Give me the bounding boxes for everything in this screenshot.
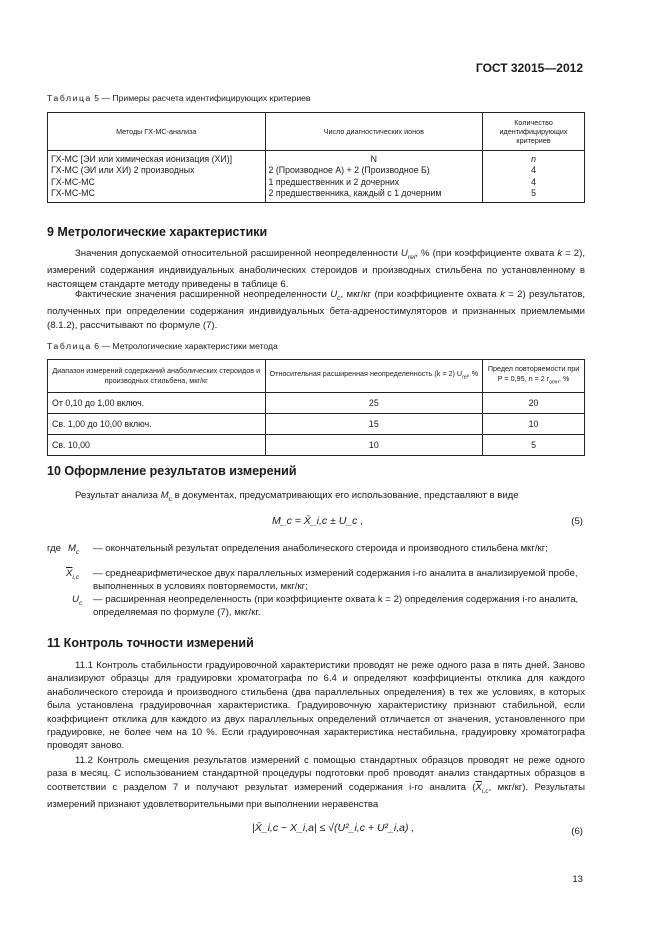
symbol-k: k <box>500 289 505 300</box>
section9-title: 9 Метрологические характеристики <box>47 225 268 239</box>
section10-title: 10 Оформление результатов измерений <box>47 464 297 478</box>
table5-cell: ГХ-МС-МС <box>51 187 95 198</box>
def3-symbol <box>72 594 82 607</box>
table5-caption <box>47 93 311 103</box>
table5-cell: ГХ-МС [ЭИ или химическая ионизация (ХИ)] <box>51 154 233 164</box>
header-text: Относительная расширенная неопределенность (k = 2) U <box>269 369 463 379</box>
table6-cell: Св. 10,00 <box>48 435 266 456</box>
symbol-subscript: i,c <box>481 787 489 795</box>
symbol <box>476 782 489 793</box>
formula-6-number: (6) <box>571 826 583 837</box>
table-row <box>48 414 585 435</box>
table5-header-criteria: Количество идентифицирующих критериев <box>483 113 585 151</box>
section10-paragraph1 <box>47 489 585 506</box>
symbol-letter: U <box>330 289 338 300</box>
table6-cell: От 0,10 до 1,00 включ. <box>48 393 266 414</box>
table5 <box>47 112 585 203</box>
table5-cell: 2 (Производное А) + 2 (Производное Б) <box>268 165 430 176</box>
symbol-letter: M <box>68 543 76 554</box>
header-subscript: rel <box>462 374 468 381</box>
table6-cell: 25 <box>265 393 483 414</box>
def1-symbol <box>68 543 79 556</box>
table5-cell: 4 <box>531 165 536 176</box>
formula-5-number: (5) <box>571 516 583 527</box>
table6-cell: 10 <box>483 414 585 435</box>
symbol-subscript: c <box>78 599 83 607</box>
table5-col-ions <box>265 151 483 203</box>
table6-cell: 20 <box>483 393 585 414</box>
table5-cell: N <box>370 154 377 164</box>
text-run: , % (при коэффициенте охвата <box>415 248 558 259</box>
symbol-subscript: rel <box>407 253 416 261</box>
symbol-k: k <box>557 248 563 259</box>
def2-symbol <box>66 568 79 581</box>
text-run: = 2) результатов, полученных при определении содержания индивидуальных бета-адреностимуляторов и признанных приемлемыми (8.1.2), рассчитывают по формуле (7). <box>47 289 585 331</box>
table-row <box>48 393 585 414</box>
table5-caption-text: 5 — Примеры расчета идентифицирующих критериев <box>91 93 311 103</box>
table5-cell: 1 предшественник и 2 дочерних <box>268 176 400 187</box>
text-run: 11.2 Контроль смещения результатов измерений с помощью стандартных образцов проводят не реже одного раза в месяц. С использованием стандартной процедуры подготовки проб проводят анализ стандартных образцов в соответствии с разделом 7 и получают результат измерений содержания i-го аналита ( <box>47 755 585 793</box>
table5-header-ions: Число диагностических ионов <box>265 113 483 151</box>
table5-cell: ГХ-МС (ЭИ или ХИ) 2 производных <box>51 165 195 176</box>
header-subscript: отн <box>549 379 559 386</box>
table5-col-criteria <box>483 151 585 203</box>
def2-text: — среднеарифметическое двух параллельных измерений содержания i-го аналита в анализируемой пробе, выполненных в условиях повторяемости, мкг/кг; <box>93 568 578 592</box>
section11-paragraph2 <box>47 754 585 812</box>
table6-header-uncertainty <box>265 360 483 393</box>
text-run: Значения допускаемой относительной расширенной неопределенности <box>75 248 401 259</box>
section9-paragraph2 <box>47 288 585 332</box>
symbol-subscript: c <box>168 495 172 503</box>
text-run: , мкг/кг). Результаты измерений признают удовлетворительными при выполнении неравенства <box>47 781 585 811</box>
table5-header-method: Методы ГХ-МС-анализа <box>48 113 266 151</box>
where-label: где <box>47 543 62 554</box>
table6-header-repeatability <box>483 360 585 393</box>
def1-text: — окончательный результат определения анаболического стероида и производного стильбена мкг/кг; <box>93 543 548 554</box>
table5-cell: ГХ-МС-МС <box>51 176 95 187</box>
formula-6: |X̄_i,c − X_i,a| ≤ √(U²_i,c + U²_i,a) , <box>252 822 415 834</box>
formula-5: M_c = X̄_i,c ± U_c , <box>272 515 364 527</box>
text-run: , мкг/кг (при коэффициенте охвата <box>340 289 501 300</box>
section9-paragraph1 <box>47 247 585 291</box>
text-run: = 2), измерений содержания индивидуальных анаболических стероидов и производных стильбена по установленному в настоящем стандарте методу приведены в таблице 6. <box>47 248 585 290</box>
symbol <box>401 248 415 259</box>
table-row <box>48 435 585 456</box>
text-run: в документах, предусматривающих его использование, представляют в виде <box>171 490 519 501</box>
section11-title: 11 Контроль точности измерений <box>47 636 254 650</box>
symbol-letter: $\overline{X}$ <box>66 568 73 579</box>
header-tail: , % <box>558 374 570 384</box>
table5-cell: 2 предшественника, каждый с 1 дочерним <box>268 187 442 198</box>
symbol-subscript: i,c <box>72 573 80 581</box>
table5-cell: 5 <box>531 187 536 198</box>
table6-cell: 15 <box>265 414 483 435</box>
table6-cell: 10 <box>265 435 483 456</box>
symbol <box>330 289 340 300</box>
symbol-letter: M <box>160 490 169 501</box>
table5-cell: n <box>531 154 536 164</box>
table5-col-methods <box>48 151 266 203</box>
symbol-letter: U <box>72 594 79 605</box>
table5-caption-prefix: Таблица <box>47 93 92 103</box>
table6-cell: 5 <box>483 435 585 456</box>
page-number: 13 <box>572 874 583 885</box>
symbol-letter: U <box>400 248 408 259</box>
symbol-letter: $\overline{X}$ <box>475 781 482 793</box>
table6-cell: Св. 1,00 до 10,00 включ. <box>48 414 266 435</box>
standard-number: ГОСТ 32015—2012 <box>475 61 583 75</box>
symbol <box>161 490 172 501</box>
header-text: Предел повторяемости при P = 0,95, n = 2 r <box>487 364 580 384</box>
table6-caption-prefix: Таблица <box>47 341 92 351</box>
table6-caption <box>47 341 278 351</box>
table5-cell: 4 <box>531 176 536 187</box>
text-run: Результат анализа <box>75 490 161 501</box>
text-run: Фактические значения расширенной неопределенности <box>75 289 331 300</box>
section11-paragraph1: 11.1 Контроль стабильности градуировочной характеристики проводят не реже одного раза в пять дней. Заново анализируют образцы для градуировки хроматографа по 6.4 и определяют коэффициенты отклика для каждого анаболического стероида и производного стильбена (два параллельных определения) в тех же условиях, в которых была установлена градуировочная характеристика. Градуировочную характеристику признают стабильной, если коэффициент отклика для каждого из двух параллельных определений отличается от значения, установленного при градуировке, не более чем на 10 %. Если градуировочная характеристика нестабильна, градуировку хроматографа проводят заново. <box>47 660 585 752</box>
header-tail: , % <box>467 369 479 379</box>
table6 <box>47 359 585 456</box>
symbol-subscript: c <box>76 548 80 556</box>
symbol-subscript: c <box>337 294 341 302</box>
def3-text: — расширенная неопределенность (при коэффициенте охвата k = 2) определения содержания i-го аналита, определяемая по формуле (7), мкг/кг. <box>93 594 579 618</box>
table6-caption-text: 6 — Метрологические характеристики метода <box>91 341 278 351</box>
table6-header-range: Диапазон измерений содержаний анаболических стероидов и производных стильбена, мкг/кг <box>48 360 266 393</box>
